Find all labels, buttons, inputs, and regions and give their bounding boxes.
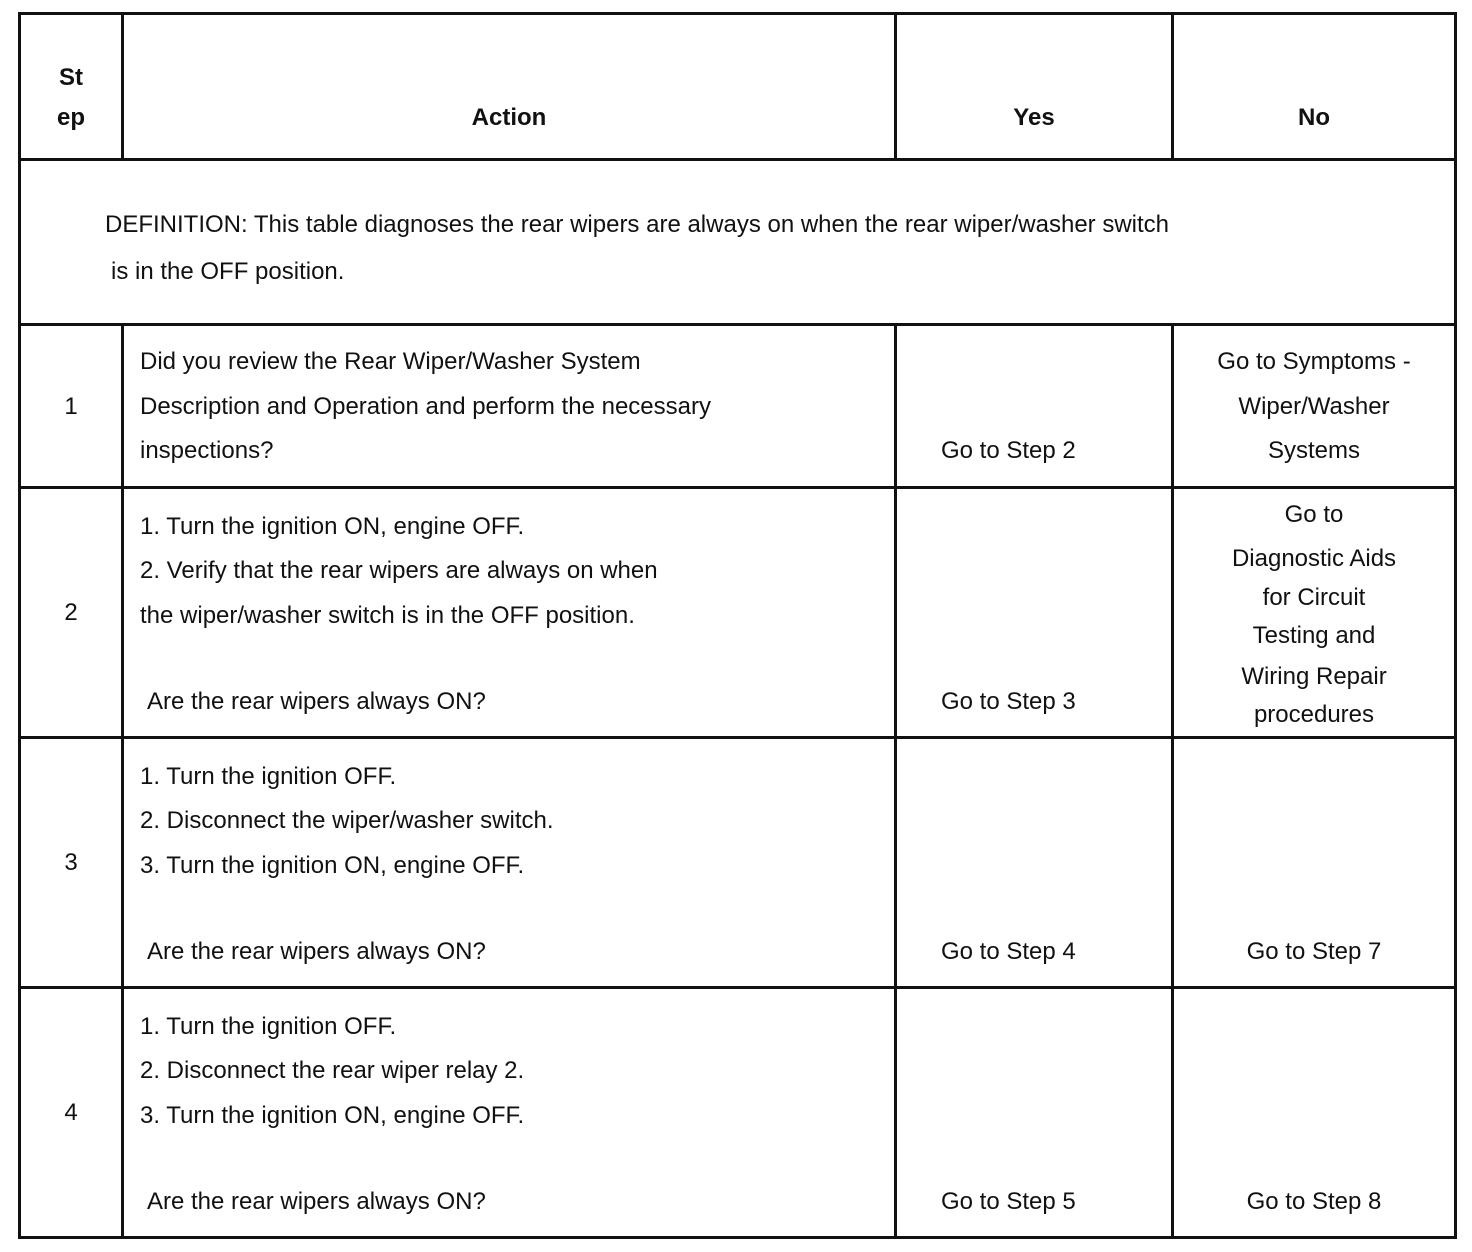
action-line: 2. Disconnect the wiper/washer switch.	[140, 807, 554, 834]
action-line: 1. Turn the ignition OFF.	[140, 1013, 397, 1040]
header-no-label: No	[1298, 104, 1330, 131]
step-number: 4	[64, 1099, 78, 1126]
action-question: Are the rear wipers always ON?	[147, 938, 486, 965]
action-cell	[123, 325, 896, 488]
no-line: Testing and	[1252, 622, 1376, 649]
header-action-label: Action	[471, 104, 547, 131]
diagnostic-table	[18, 12, 1457, 1239]
step-number: 1	[64, 393, 78, 420]
header-step-line2: ep	[56, 104, 85, 131]
action-line: inspections?	[140, 437, 274, 464]
action-line: Description and Operation and perform the necessary	[140, 393, 711, 420]
action-line: 1. Turn the ignition ON, engine OFF.	[140, 513, 525, 540]
no-line: Wiper/Washer	[1238, 393, 1390, 420]
step-cell	[20, 325, 123, 488]
no-cell	[1173, 325, 1456, 488]
yes-cell	[896, 488, 1173, 738]
table-row	[20, 325, 1456, 488]
no-line: Wiring Repair	[1241, 663, 1387, 690]
table-row	[20, 738, 1456, 988]
yes-cell	[896, 988, 1173, 1238]
definition-cell	[20, 160, 1456, 325]
action-question: Are the rear wipers always ON?	[147, 688, 486, 715]
yes-cell	[896, 325, 1173, 488]
no-line: Go to Step 7	[1246, 938, 1382, 965]
action-cell	[123, 488, 896, 738]
header-yes-label: Yes	[1013, 104, 1055, 131]
definition-row	[20, 160, 1456, 325]
action-question: Are the rear wipers always ON?	[147, 1188, 486, 1215]
action-line: 3. Turn the ignition ON, engine OFF.	[140, 1102, 525, 1129]
no-line: Systems	[1267, 437, 1360, 464]
no-line: for Circuit	[1262, 584, 1366, 611]
yes-text: Go to Step 3	[941, 688, 1076, 715]
step-number: 2	[64, 599, 78, 626]
step-cell	[20, 988, 123, 1238]
step-number: 3	[64, 849, 78, 876]
action-line: the wiper/washer switch is in the OFF position.	[140, 602, 635, 629]
no-line: Diagnostic Aids	[1231, 545, 1397, 572]
header-no	[1173, 14, 1456, 160]
action-cell	[123, 988, 896, 1238]
header-step-line1: St	[59, 64, 83, 91]
definition-line2: is in the OFF position.	[111, 258, 345, 285]
no-line: procedures	[1253, 701, 1375, 728]
header-step	[20, 14, 123, 160]
table-row	[20, 488, 1456, 738]
no-cell	[1173, 988, 1456, 1238]
action-line: 2. Disconnect the rear wiper relay 2.	[140, 1057, 525, 1084]
header-yes	[896, 14, 1173, 160]
step-cell	[20, 488, 123, 738]
step-cell	[20, 738, 123, 988]
action-cell	[123, 738, 896, 988]
yes-text: Go to Step 4	[941, 938, 1076, 965]
yes-text: Go to Step 2	[941, 437, 1076, 464]
no-cell	[1173, 738, 1456, 988]
table-row	[20, 988, 1456, 1238]
no-line: Go to Step 8	[1246, 1188, 1382, 1215]
header-row	[20, 14, 1456, 160]
action-line: 1. Turn the ignition OFF.	[140, 763, 397, 790]
no-line: Go to Symptoms -	[1217, 348, 1411, 375]
no-cell	[1173, 488, 1456, 738]
action-line: Did you review the Rear Wiper/Washer System	[140, 348, 641, 375]
yes-cell	[896, 738, 1173, 988]
no-line: Go to	[1284, 501, 1344, 528]
action-line: 3. Turn the ignition ON, engine OFF.	[140, 852, 525, 879]
yes-text: Go to Step 5	[941, 1188, 1076, 1215]
action-line: 2. Verify that the rear wipers are always on when	[140, 557, 658, 584]
definition-line1: DEFINITION: This table diagnoses the rear wipers are always on when the rear wiper/washer switch	[105, 211, 1170, 238]
header-action	[123, 14, 896, 160]
